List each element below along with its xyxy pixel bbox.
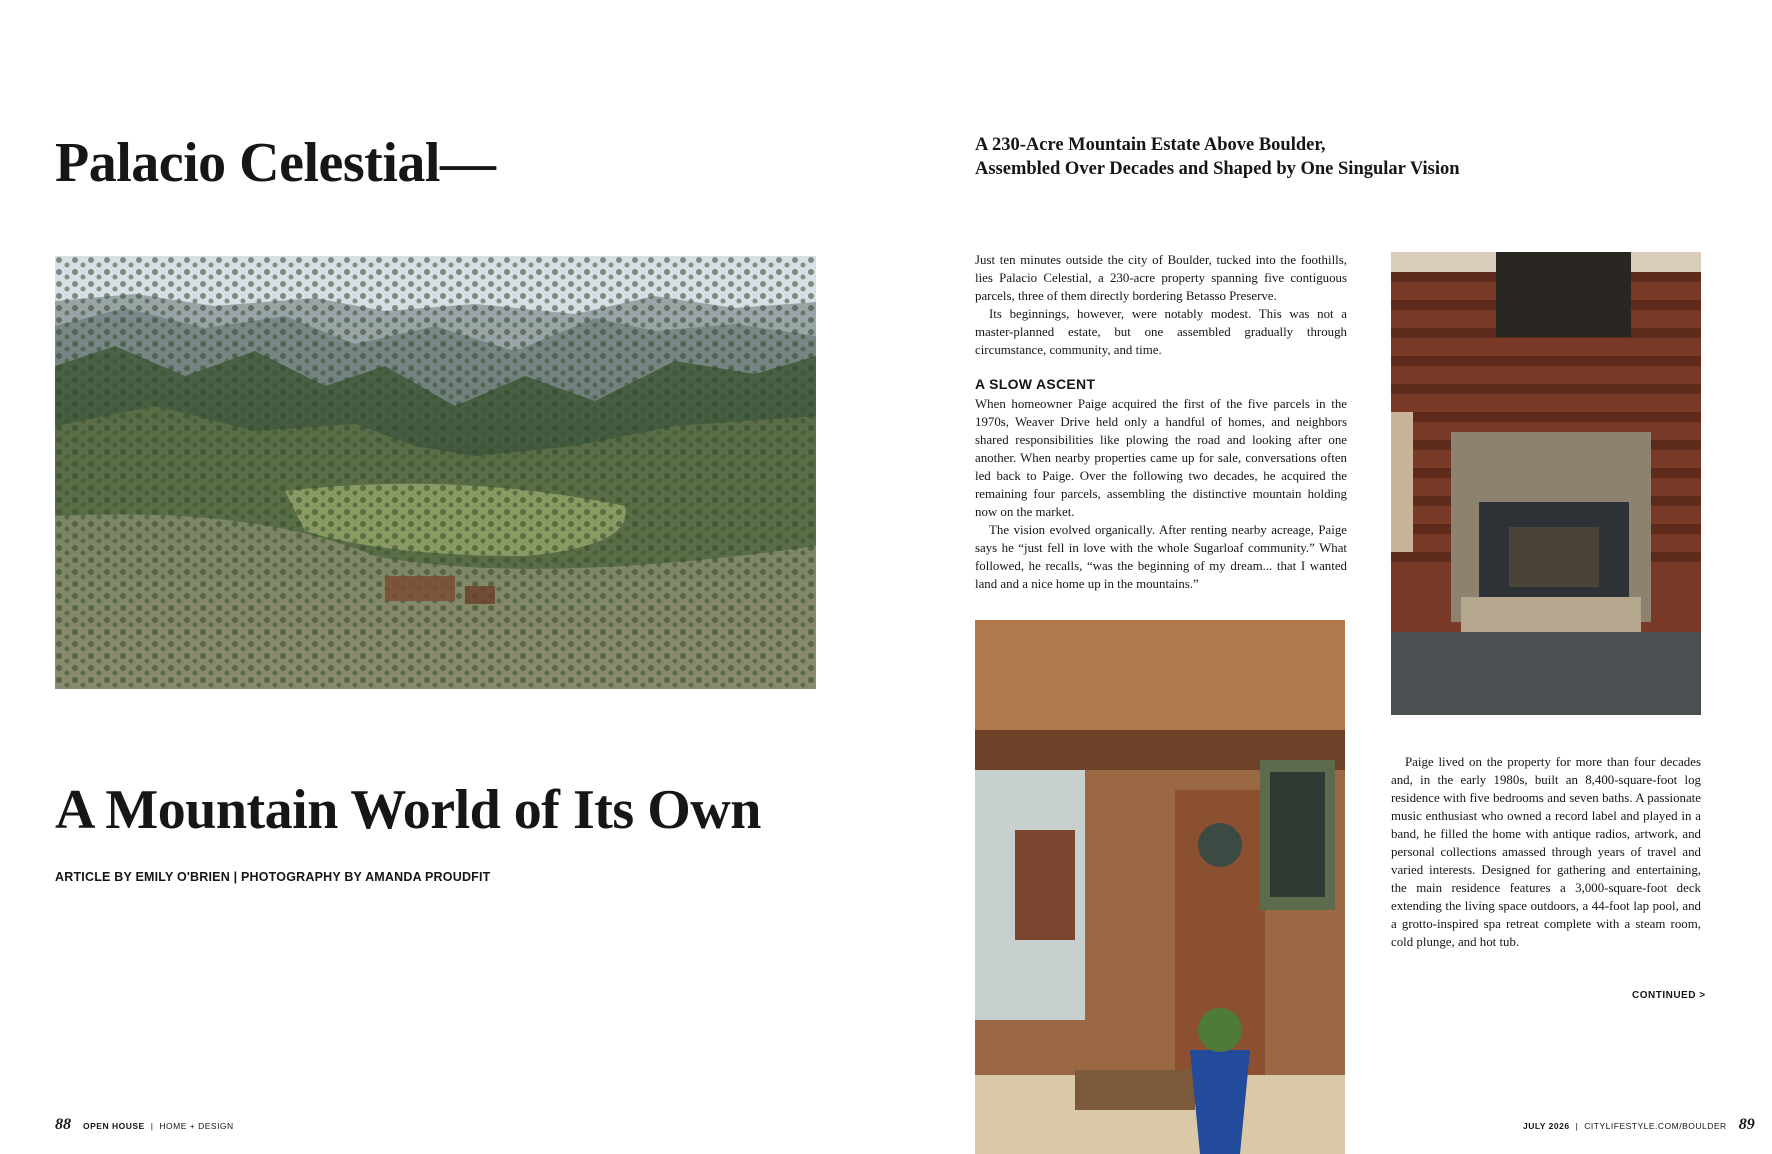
col2-paragraph-1: Paige lived on the property for more than four decades and, in the early 1980s, built an 8,400-square-foot log residence with five bedrooms and seven baths. A passionate music enthusiast who owned a record label and played in a band, he filled the home with antique radios, artwork, and personal collections amassed through years of travel and varied interests. Designed for gathering and entertaining, the main residence features a 3,000-square-foot deck extending the living space outdoors, a 44-foot lap pool, and a grotto-inspired spa retreat complete with a steam room, cold plunge, and hot tub. [1391, 755, 1701, 949]
footer-date: JULY 2026 [1523, 1121, 1570, 1131]
article-title-line2: A Mountain World of Its Own [55, 779, 761, 841]
intro-paragraph-2: Its beginnings, however, were notably modest. This was not a master-planned estate, but one assembled gradually through circumstance, community, and time. [975, 307, 1347, 357]
subtitle-line1: A 230-Acre Mountain Estate Above Boulder, [975, 135, 1326, 155]
subtitle-line2: Assembled Over Decades and Shaped by One Singular Vision [975, 159, 1460, 180]
footer-left [55, 1116, 234, 1134]
page-number-right: 89 [1738, 1116, 1755, 1133]
continuation-text [1391, 753, 1701, 951]
page-number-left: 88 [55, 1116, 71, 1133]
intro-paragraph-1: Just ten minutes outside the city of Boulder, tucked into the foothills, lies Palacio Celestial, a 230-acre property spanning five contiguous parcels, three of them directly bordering Betasso Preserve. [975, 253, 1347, 303]
ascent-paragraph-1: When homeowner Paige acquired the first of the five parcels in the 1970s, Weaver Drive held only a handful of homes, and neighbors shared responsibilities like plowing the road and looking after one another. When nearby properties came up for sale, conversations often led back to Paige. Over the following two decades, he acquired the remaining four parcels, assembling the distinctive mountain holding now on the market. [975, 397, 1347, 519]
intro-text [975, 251, 1347, 359]
byline: ARTICLE BY EMILY O'BRIEN | PHOTOGRAPHY BY AMANDA PROUDFIT [55, 870, 491, 884]
porch-photo [975, 620, 1345, 1154]
footer-section-name: OPEN HOUSE [83, 1121, 145, 1131]
landscape-photo [55, 256, 816, 689]
footer-section [83, 1121, 234, 1131]
footer-separator-right: | [1575, 1121, 1579, 1131]
footer-url: CITYLIFESTYLE.COM/BOULDER [1584, 1121, 1727, 1131]
ascent-paragraph-2: The vision evolved organically. After renting nearby acreage, Paige says he “just fell in love with the whole Sugarloaf community.” What followed, he recalls, “was the beginning of my dream... that I wanted land and a nice home up in the mountains.” [975, 523, 1347, 591]
article-subtitle [975, 133, 1535, 181]
footer-subsection: HOME + DESIGN [159, 1121, 234, 1131]
fireplace-photo [1391, 252, 1701, 715]
footer-right [1523, 1116, 1755, 1134]
ascent-text [975, 395, 1347, 593]
footer-separator-left: | [150, 1121, 154, 1131]
section-heading: A SLOW ASCENT [975, 376, 1096, 392]
continued-link[interactable]: CONTINUED > [1632, 990, 1706, 1001]
article-title-line1: Palacio Celestial— [55, 132, 496, 194]
footer-issue [1523, 1121, 1727, 1131]
